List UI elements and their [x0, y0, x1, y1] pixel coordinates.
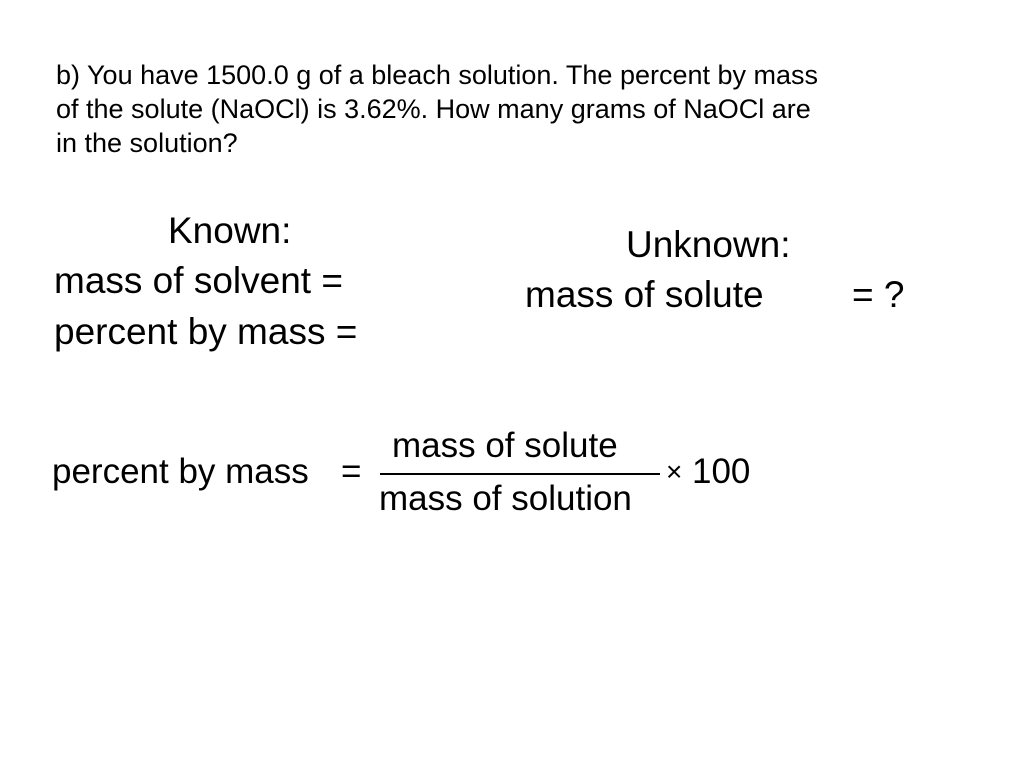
problem-line: of the solute (NaOCl) is 3.62%. How many grams of NaOCl are	[56, 94, 811, 124]
unknown-mass-of-solute: mass of solute	[525, 274, 764, 315]
unknown-equals-question: = ?	[852, 274, 905, 315]
problem-line: in the solution?	[56, 128, 238, 158]
multiply-sign: ×	[666, 456, 683, 487]
known-heading: Known:	[168, 210, 292, 251]
unknown-heading: Unknown:	[626, 224, 791, 265]
formula-lhs: percent by mass	[52, 452, 309, 491]
problem-line: b) You have 1500.0 g of a bleach solution. The percent by mass	[56, 60, 819, 90]
formula-denominator: mass of solution	[379, 479, 632, 518]
formula-numerator: mass of solute	[392, 426, 618, 465]
fraction-bar	[380, 473, 660, 475]
formula-equals-sign: =	[341, 452, 362, 491]
formula-multiplier: 100	[692, 452, 751, 491]
problem-statement	[56, 58, 986, 160]
known-mass-of-solvent: mass of solvent =	[54, 260, 343, 301]
known-percent-by-mass: percent by mass =	[54, 311, 358, 352]
